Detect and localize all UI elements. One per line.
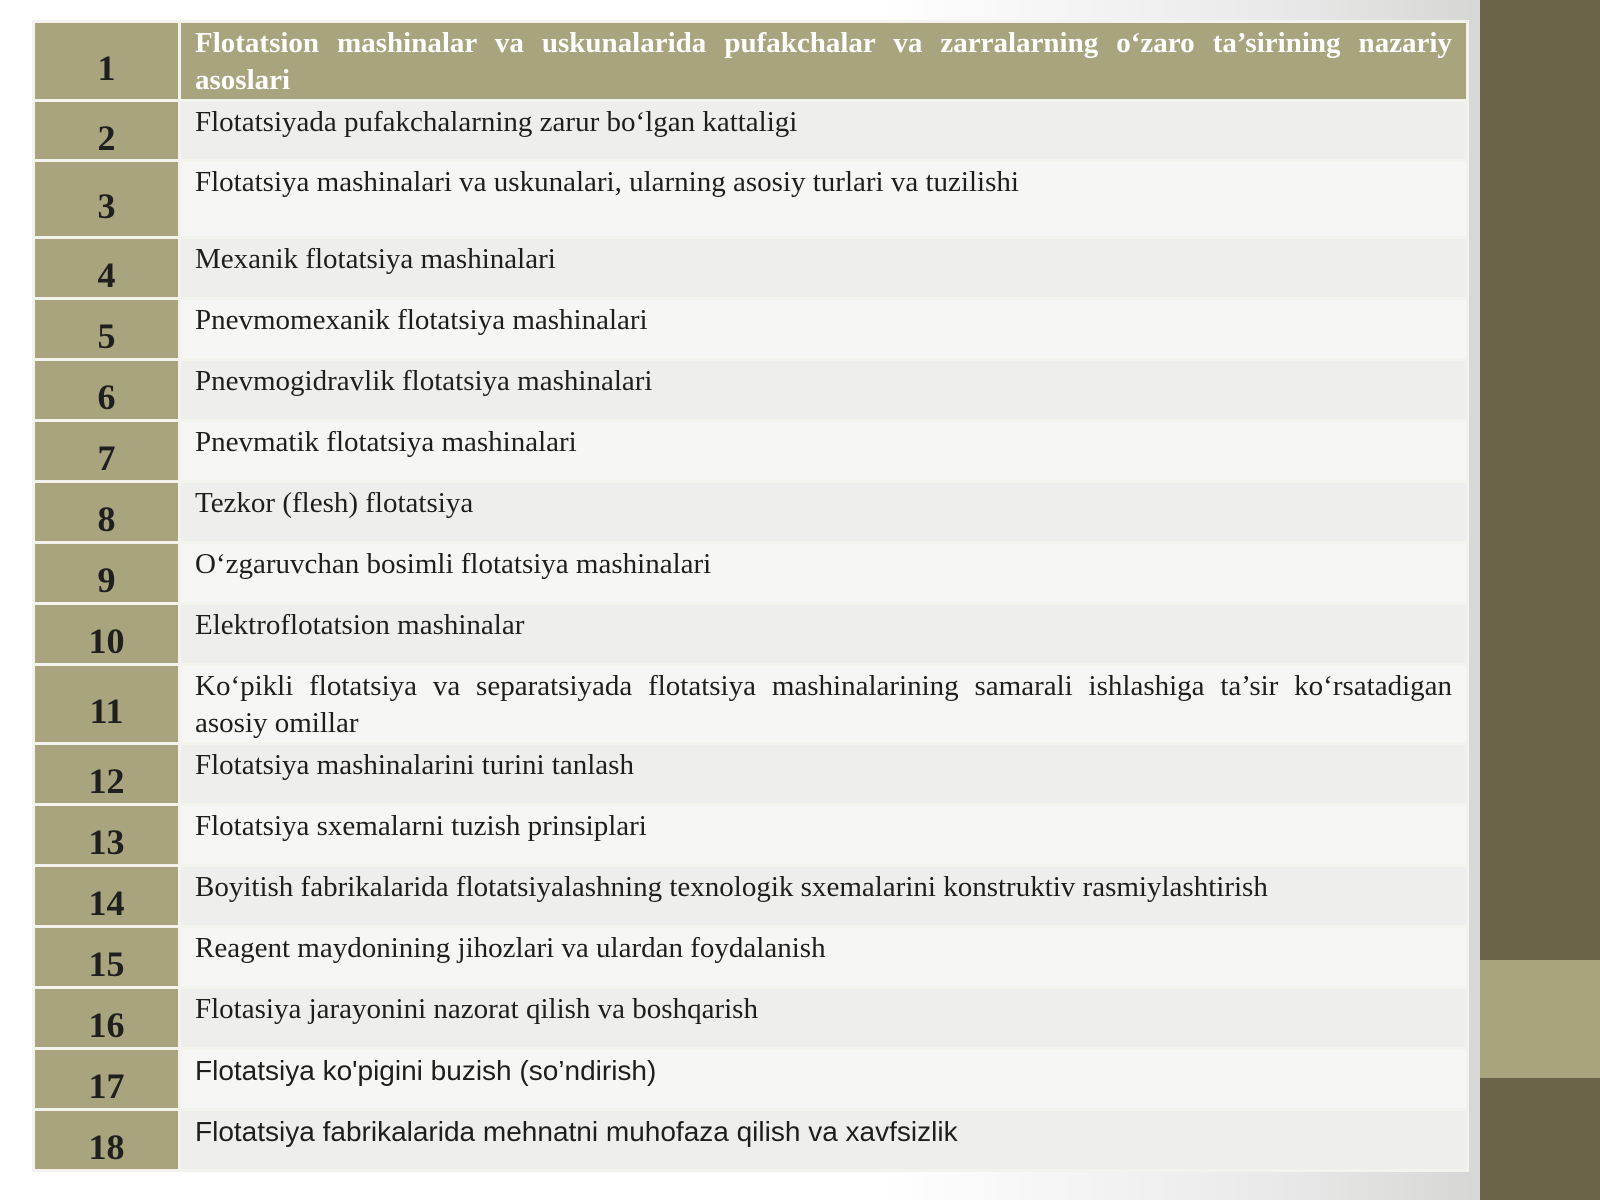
row-number: 6: [34, 360, 180, 421]
row-number: 17: [34, 1049, 180, 1110]
row-number: 11: [34, 665, 180, 744]
row-topic: Flotatsiya fabrikalarida mehnatni muhofaza qilish va xavfsizlik: [180, 1110, 1468, 1171]
table-row: [34, 805, 1468, 866]
row-topic: Flotatsiya sxemalarni tuzish prinsiplari: [180, 805, 1468, 866]
table-row: [34, 161, 1468, 238]
topics-table: [32, 20, 1469, 1172]
table-row: [34, 927, 1468, 988]
row-number: 4: [34, 238, 180, 299]
row-number: 10: [34, 604, 180, 665]
row-topic: Mexanik flotatsiya mashinalari: [180, 238, 1468, 299]
row-topic: Flotasiya jarayonini nazorat qilish va boshqarish: [180, 988, 1468, 1049]
table-row: [34, 360, 1468, 421]
row-number: 13: [34, 805, 180, 866]
table-row: [34, 299, 1468, 360]
table-row: [34, 421, 1468, 482]
row-number: 3: [34, 161, 180, 238]
row-topic: Reagent maydonining jihozlari va ulardan foydalanish: [180, 927, 1468, 988]
row-topic: Flotatsiya ko'pigini buzish (so’ndirish): [180, 1049, 1468, 1110]
table-row: [34, 866, 1468, 927]
table-row: [34, 482, 1468, 543]
table-row: [34, 22, 1468, 101]
row-topic: Flotatsiya mashinalarini turini tanlash: [180, 744, 1468, 805]
row-topic: Pnevmatik flotatsiya mashinalari: [180, 421, 1468, 482]
table-row: [34, 988, 1468, 1049]
table-row: [34, 101, 1468, 161]
row-number: 8: [34, 482, 180, 543]
row-number: 1: [34, 22, 180, 101]
table-row: [34, 543, 1468, 604]
row-number: 9: [34, 543, 180, 604]
row-number: 14: [34, 866, 180, 927]
row-topic: Flotatsiyada pufakchalarning zarur bo‘lgan kattaligi: [180, 101, 1468, 161]
row-topic: Pnevmomexanik flotatsiya mashinalari: [180, 299, 1468, 360]
table-row: [34, 238, 1468, 299]
table-row: [34, 1049, 1468, 1110]
side-accent: [1480, 960, 1600, 1078]
row-topic: O‘zgaruvchan bosimli flotatsiya mashinalari: [180, 543, 1468, 604]
row-topic: Flotatsiya mashinalari va uskunalari, ularning asosiy turlari va tuzilishi: [180, 161, 1468, 238]
table-row: [34, 665, 1468, 744]
table-row: [34, 744, 1468, 805]
row-number: 7: [34, 421, 180, 482]
row-number: 15: [34, 927, 180, 988]
row-number: 2: [34, 101, 180, 161]
row-number: 12: [34, 744, 180, 805]
table-row: [34, 604, 1468, 665]
row-topic: Flotatsion mashinalar va uskunalarida pufakchalar va zarralarning o‘zaro ta’sirining nazariy asoslari: [180, 22, 1468, 101]
row-topic: Boyitish fabrikalarida flotatsiyalashning texnologik sxemalarini konstruktiv rasmiylashtirish: [180, 866, 1468, 927]
row-topic: Tezkor (flesh) flotatsiya: [180, 482, 1468, 543]
row-topic: Pnevmogidravlik flotatsiya mashinalari: [180, 360, 1468, 421]
row-number: 16: [34, 988, 180, 1049]
row-topic: Ko‘pikli flotatsiya va separatsiyada flotatsiya mashinalarining samarali ishlashiga ta’sir ko‘rsatadigan asosiy omillar: [180, 665, 1468, 744]
row-topic: Elektroflotatsion mashinalar: [180, 604, 1468, 665]
row-number: 5: [34, 299, 180, 360]
row-number: 18: [34, 1110, 180, 1171]
table-row: [34, 1110, 1468, 1171]
